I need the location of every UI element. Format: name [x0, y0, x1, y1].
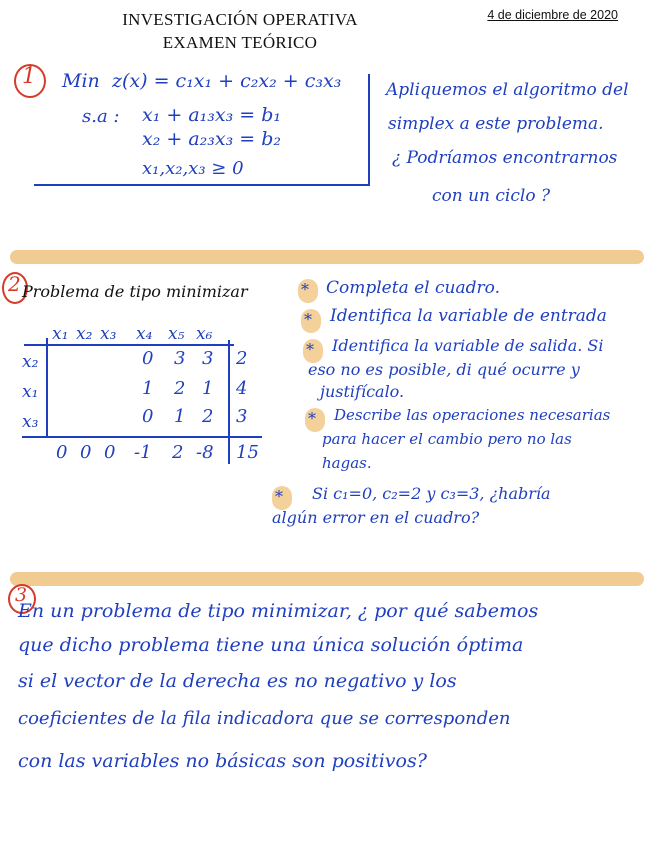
indicator-cell: 0 [104, 442, 116, 463]
table-cell: 0 [142, 406, 154, 427]
indicator-cell: -1 [134, 442, 152, 463]
table-cell: 1 [202, 378, 214, 399]
item-line: Si c₁=0, c₂=2 y c₃=3, ¿habría [312, 484, 551, 503]
bullet-icon: * [306, 340, 314, 359]
objective-prefix: Min [62, 70, 100, 92]
table-cell: 2 [174, 378, 186, 399]
problem-1-box-bottom [34, 184, 370, 186]
table-cell: 0 [142, 348, 154, 369]
indicator-rhs: 15 [236, 442, 259, 463]
indicator-cell: 0 [56, 442, 68, 463]
constraint-nonneg: x₁,x₂,x₃ ≥ 0 [142, 158, 244, 179]
row-basis: x₂ [22, 352, 39, 372]
item-line: hagas. [322, 454, 372, 472]
item-line: Describe las operaciones necesarias [334, 406, 611, 424]
exam-title-line2: EXAMEN TEÓRICO [162, 33, 318, 52]
problem-3-line: con las variables no básicas son positivos? [18, 750, 427, 772]
column-header: x₄ [136, 324, 153, 344]
bullet-icon: * [308, 409, 316, 428]
bullet-icon: * [275, 487, 283, 506]
table-bottom-line [22, 436, 262, 438]
item-line: para hacer el cambio pero no las [322, 430, 572, 448]
table-rhs: 4 [236, 378, 248, 399]
column-header: x₂ [76, 324, 93, 344]
table-cell: 2 [202, 406, 214, 427]
table-cell: 1 [174, 406, 186, 427]
table-rhs: 3 [236, 406, 248, 427]
constraints-prefix: s.a : [82, 106, 120, 127]
column-header: x₆ [196, 324, 213, 344]
problem-3-number: 3 [15, 584, 28, 606]
item-line: eso no es posible, di qué ocurre y [308, 360, 580, 379]
item-line: Identifica la variable de salida. Si [332, 336, 604, 355]
problem-1-text-line: Apliquemos el algoritmo del [386, 80, 629, 100]
constraint-1: x₁ + a₁₃x₃ = b₁ [142, 104, 282, 126]
problem-3-line: coeficientes de la fila indicadora que se corresponden [18, 708, 511, 729]
table-right-line [228, 340, 230, 464]
column-header: x₅ [168, 324, 185, 344]
item-line: Identifica la variable de entrada [330, 306, 607, 326]
item-line: justifícalo. [320, 382, 405, 401]
problem-1-text-line: ¿ Podríamos encontrarnos [392, 148, 618, 168]
table-left-line [46, 338, 48, 438]
bullet-icon: * [301, 280, 309, 299]
exam-date: 4 de diciembre de 2020 [487, 8, 618, 22]
objective-function: z(x) = c₁x₁ + c₂x₂ + c₃x₃ [112, 70, 342, 92]
column-header: x₃ [100, 324, 117, 344]
exam-title-line1: INVESTIGACIÓN OPERATIVA [122, 10, 358, 29]
table-cell: 1 [142, 378, 154, 399]
table-cell: 3 [202, 348, 214, 369]
problem-2-heading: Problema de tipo minimizar [22, 282, 248, 301]
problem-1-text-line: simplex a este problema. [388, 114, 604, 134]
section-divider [10, 250, 644, 264]
table-rhs: 2 [236, 348, 248, 369]
problem-1-box-right [368, 74, 370, 186]
item-line: algún error en el cuadro? [272, 508, 480, 527]
section-divider [10, 572, 644, 586]
problem-1-number: 1 [22, 64, 36, 89]
constraint-2: x₂ + a₂₃x₃ = b₂ [142, 128, 282, 150]
problem-2-number: 2 [8, 272, 21, 296]
problem-3-line: si el vector de la derecha es no negativo y los [18, 670, 457, 692]
table-cell: 3 [174, 348, 186, 369]
problem-3-line: En un problema de tipo minimizar, ¿ por qué sabemos [18, 600, 539, 622]
row-basis: x₁ [22, 382, 39, 402]
indicator-cell: 0 [80, 442, 92, 463]
indicator-cell: 2 [172, 442, 184, 463]
column-header: x₁ [52, 324, 69, 344]
problem-1-text-line: con un ciclo ? [432, 186, 551, 206]
item-line: Completa el cuadro. [326, 278, 500, 298]
indicator-cell: -8 [196, 442, 214, 463]
table-top-line [24, 344, 234, 346]
problem-3-line: que dicho problema tiene una única solución óptima [18, 634, 524, 656]
bullet-icon: * [304, 310, 312, 329]
row-basis: x₃ [22, 412, 39, 432]
